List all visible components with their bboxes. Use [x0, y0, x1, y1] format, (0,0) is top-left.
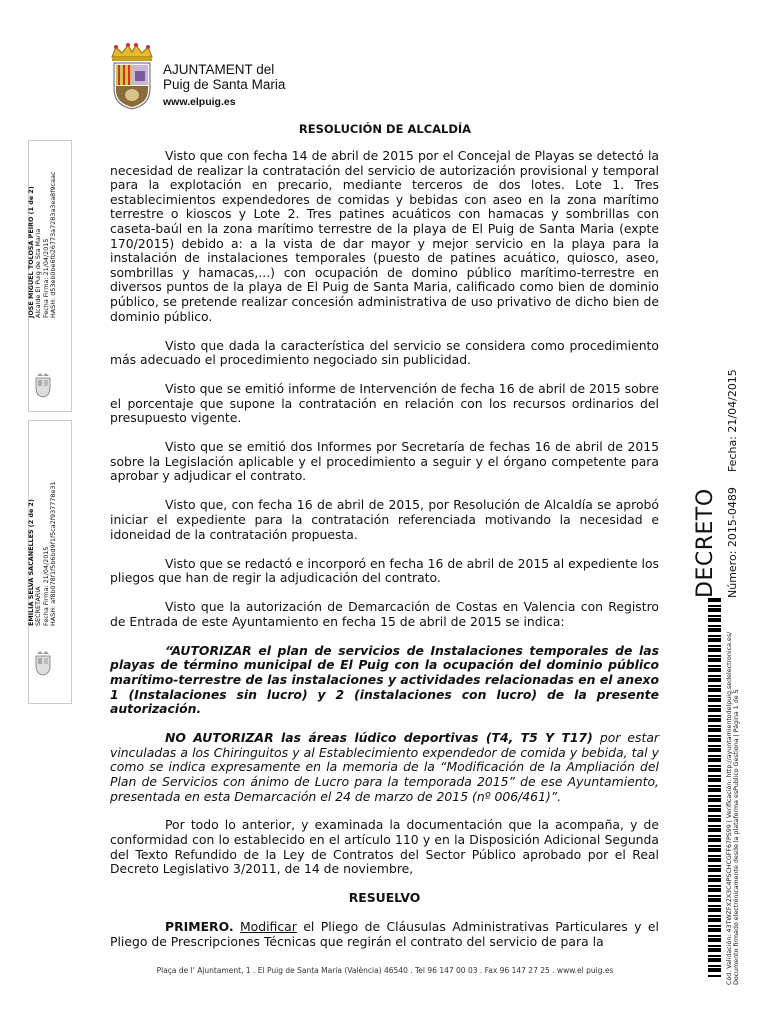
municipal-crest-icon [108, 43, 156, 111]
organization-logo-text [163, 62, 293, 110]
signature-2-hash: HASH: af8b078f1f5b6bd9f1f5ca2f937778e31 [49, 481, 58, 626]
decree-date: Fecha: 21/04/2015 [726, 369, 739, 473]
signature-1-date: Fecha Firma: 21/04/2015 [41, 238, 50, 318]
barcode-icon [708, 598, 721, 978]
decree-meta [721, 369, 740, 598]
page-footer: Plaça de l' Ajuntament, 1 . El Puig de Santa Maria (València) 46540 . Tel 96 147 00 03 . Fax 96 147 27 25 . www.el puig.es [156, 966, 614, 975]
paragraph-1: Visto que con fecha 14 de abril de 2015 por el Concejal de Playas se detectó la necesidad de realizar la contratación del servicio de autorización provisional y temporal para la explotación en precario, mediante terceros de dos lotes. Lote 1. Tres establecimientos expendedores de comidas y bebidas con aseo en la zona marítimo terrestre o kioscos y Lote 2. Tres patines acuáticos con hamacas y sombrillas con caseta-baúl en la zona marítimo terrestre de la playa de El Puig de Santa Maria (expte 170/2015) debido a: a la vista de dar mayor y mejor servicio en la playa para la instalación de instalaciones temporales (puesto de patines acuático, quiosco, aseo, sombrillas y hamacas,...) con ocupación de domino público marítimo-terrestre en diversos puntos de la playa de El Puig de Santa Maria, calificado como bien de dominio público, se pretende realizar concesión administrativa de uso privativo de dicho bien de dominio público. [110, 148, 659, 324]
decree-label: DECRETO [693, 488, 718, 598]
signature-1-name: JOSE MIGUEL TOLOSA PEIRO (1 de 2) [27, 186, 35, 318]
paragraph-2: Visto que dada la característica del servicio se considera como procedimiento más adecuado el procedimiento negociado sin publicidad. [110, 337, 659, 368]
decree-number: Número: 2015-0489 [726, 487, 739, 598]
signature-2-date: Fecha Firma: 21/04/2015 [41, 546, 50, 626]
org-website[interactable]: www.elpuig.es [163, 96, 236, 108]
quote-no-authorization-rest: por estar vinculadas a los Chiringuitos y al Establecimiento expendedor de comida y bebida, tal y como se indica expresamente en la memoria de la “Modificación de la Ampliación del Plan de Servicios con ánimo de Lucro para la temporada 2015” de ese Ayuntamiento, presentada en esta Demarcación el 24 de marzo de 2015 (nº 006/461)”. [110, 730, 660, 804]
signature-2-stamp-icon [34, 650, 52, 680]
signature-1-role: Alcalde El Puig de Sta Maria [34, 228, 43, 318]
quote-authorization: “AUTORIZAR el plan de servicios de Instalaciones temporales de las playas de término municipal de El Puig con la ocupación del dominio público marítimo-terrestre de las instalaciones y actividades relacionadas en el anexo 1 (Instalaciones sin lucro) y 2 (instalaciones con lucro) de la presente autorización. [110, 642, 659, 717]
signature-1-hash: HASH: d53eb0be6fb26773a7283a3ea8f9caac [49, 171, 58, 318]
quote-no-authorization [110, 731, 659, 804]
signature-1-stamp-icon [34, 372, 52, 402]
paragraph-final: Por todo lo anterior, y examinada la documentación que la acompaña, y de conformidad con lo establecido en el artículo 110 y en la Disposición Adicional Segunda del Texto Refundido de la Ley de Contratos del Sector Público aprobado por el Real Decreto Legislativo 3/2011, de 14 de noviembre, [110, 817, 659, 877]
primero-paragraph [110, 920, 659, 949]
document-title: RESOLUCIÓN DE ALCALDÍA [298, 122, 472, 136]
signature-2-text [28, 482, 58, 626]
signature-2-role: SECRETARIA [34, 586, 43, 626]
validation-line-1[interactable]: Cód. Validación: 43TWZFX2X3C4PSCHCGFF67PS99 | Verificación: http://ayuntamientodelpuig.sedelectronica.es/ [726, 631, 733, 985]
decree-stamp [693, 488, 718, 598]
paragraph-4: Visto que se emitió dos Informes por Secretaría de fechas 16 de abril de 2015 sobre la Legislación aplicable y el procedimiento a seguir y el órgano competente para aprobar y adjudicar el contrato. [110, 439, 659, 484]
org-name-line2: Puig de Santa Maria [163, 77, 286, 92]
signature-2-name: EMILIA SELVA SACANELLES (2 de 2) [27, 499, 35, 626]
primero-rest: el Pliego de Cláusulas Administrativas Particulares y el Pliego de Prescripciones Técnicas que regirán el contrato del servicio de para la [110, 919, 659, 949]
resuelvo-heading: RESUELVO [348, 890, 421, 906]
paragraph-3: Visto que se emitió informe de Intervención de fecha 16 de abril de 2015 sobre el porcentaje que supone la contratación en relación con los recursos ordinarios del presupuesto vigente. [110, 381, 659, 426]
org-name-line1: AJUNTAMENT del [163, 62, 275, 77]
primero-link[interactable]: Modificar [239, 919, 297, 935]
validation-text [726, 632, 740, 985]
quote-no-authorization-bold: NO AUTORIZAR las áreas lúdico deportivas (T4, T5 Y T17) [165, 730, 593, 746]
signature-1-text [28, 172, 58, 318]
paragraph-7: Visto que la autorización de Demarcación de Costas en Valencia con Registro de Entrada de este Ayuntamiento en fecha 15 de abril de 2015 se indica: [110, 599, 659, 629]
paragraph-5: Visto que, con fecha 16 de abril de 2015, por Resolución de Alcaldía se aprobó iniciar el expediente para la contratación referenciada motivando la necesidad e idoneidad de la contratación propuesta. [110, 497, 659, 542]
document-body [110, 149, 659, 964]
primero-label: PRIMERO. [165, 919, 234, 935]
validation-line-2: Documento firmado electrónicamente desde la plataforma esPublico Gestiona | Página 1 de 5 [733, 689, 740, 985]
paragraph-6: Visto que se redactó e incorporó en fecha 16 de abril de 2015 al expediente los pliegos que han de regir la adjudicación del contrato. [110, 555, 659, 586]
